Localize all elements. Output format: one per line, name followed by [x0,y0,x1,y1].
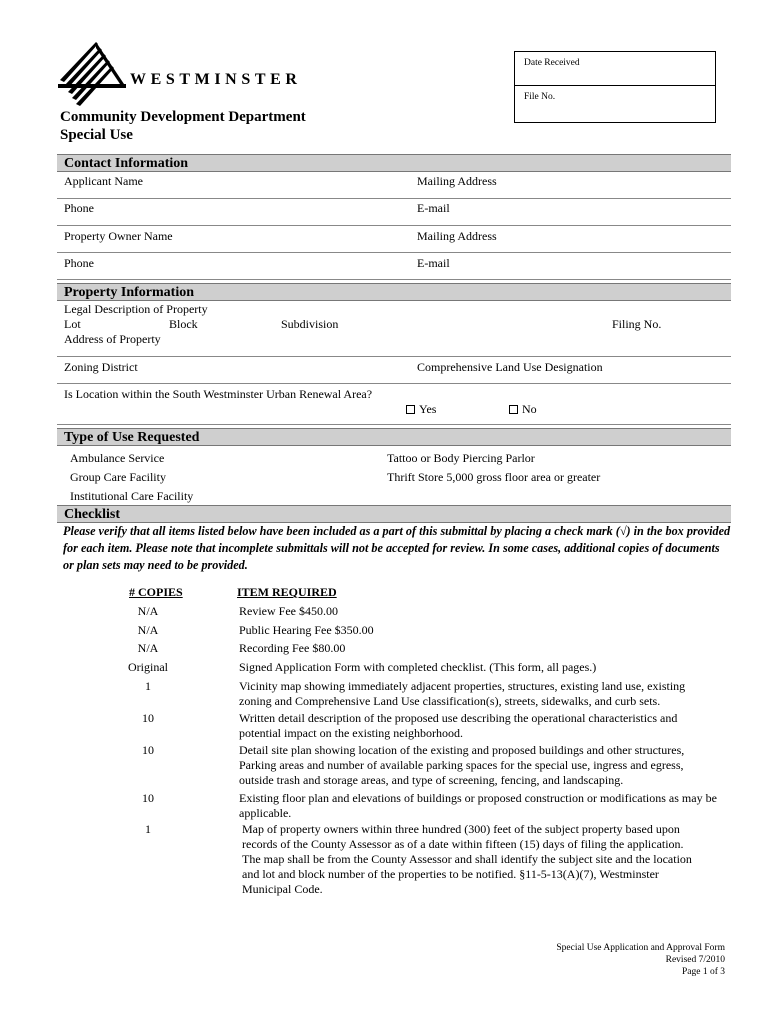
yes-option[interactable] [406,402,436,417]
phone-row-line-2[interactable] [57,279,731,280]
block-label: Block [169,317,198,331]
checklist-instructions: Please verify that all items listed below have been included as a part of this submittal by placing a check mark (√) in the box provided for each item. Please note that incomplete submittals will not be accepted for review. In some cases, additional copies of documents or plan sets may need to be provided. [63,524,731,572]
date-received-field[interactable] [515,52,715,86]
use-option-label: Ambulance Service [70,451,165,465]
item-description: Public Hearing Fee $350.00 [239,623,374,637]
copies-value: 10 [142,791,154,805]
item-description: Existing floor plan and elevations of buildings or proposed construction or modifications as may be applicable. [239,791,717,820]
contact-section-heading: Contact Information [57,154,731,172]
use-option-institutional-care[interactable] [67,489,193,504]
no-option[interactable] [509,402,537,417]
no-checkbox[interactable] [509,405,518,414]
item-column-header: ITEM REQUIRED [237,585,337,599]
date-received-label: Date Received [524,58,580,68]
file-no-label: File No. [524,92,556,102]
page-footer [556,942,725,978]
no-label: No [522,402,537,416]
department-title [60,108,306,144]
item-description: Recording Fee $80.00 [239,641,346,655]
footer-revised: Revised 7/2010 [665,955,725,965]
form-title: Special Use [60,127,133,143]
phone-row-line-1[interactable] [57,225,731,226]
copies-value: 10 [142,743,154,757]
phone-label-1: Phone [64,201,94,215]
copies-value: N/A [137,641,159,655]
use-option-thrift-store[interactable] [384,470,600,485]
address-row-line[interactable] [57,356,731,357]
item-description: Signed Application Form with completed checklist. (This form, all pages.) [239,660,597,674]
property-owner-name-label: Property Owner Name [64,229,173,243]
footer-form-name: Special Use Application and Approval Form [556,943,725,953]
filing-no-label: Filing No. [612,317,662,331]
urban-renewal-question: Is Location within the South Westminster Urban Renewal Area? [64,387,373,401]
yes-label: Yes [419,402,437,416]
copies-value: N/A [137,604,159,618]
use-option-group-care[interactable] [67,470,166,485]
property-section-heading: Property Information [57,283,731,301]
mailing-address-label-1: Mailing Address [417,174,497,188]
copies-column-header: # COPIES [129,585,183,599]
use-option-label: Tattoo or Body Piercing Parlor [387,451,535,465]
use-option-label: Group Care Facility [70,470,166,484]
zoning-row-line[interactable] [57,383,731,384]
copies-value: 1 [145,822,151,836]
email-label-2: E-mail [417,256,450,270]
item-description: Review Fee $450.00 [239,604,338,618]
legal-description-label: Legal Description of Property [64,302,208,316]
yes-checkbox[interactable] [406,405,415,414]
westminster-logo [56,40,128,108]
use-option-label: Thrift Store 5,000 gross floor area or greater [387,470,601,484]
mailing-address-label-2: Mailing Address [417,229,497,243]
zoning-district-label: Zoning District [64,360,138,374]
use-option-tattoo[interactable] [384,451,535,466]
subdivision-label: Subdivision [281,317,339,331]
email-label-1: E-mail [417,201,450,215]
urban-renewal-row-line [57,424,731,425]
copies-value: N/A [137,623,159,637]
department-name: Community Development Department [60,109,306,125]
brand-name: WESTMINSTER [130,71,302,88]
land-use-designation-label: Comprehensive Land Use Designation [417,360,603,374]
footer-page-number: Page 1 of 3 [681,967,725,977]
use-option-ambulance[interactable] [67,451,164,466]
owner-row-line[interactable] [57,252,731,253]
phone-label-2: Phone [64,256,94,270]
file-no-field[interactable] [515,86,715,120]
office-use-box [514,51,716,123]
checklist-section-heading: Checklist [57,505,731,523]
item-description: Vicinity map showing immediately adjacent properties, structures, existing land use, existing zoning and Comprehensive Land Use classification(s), streets, sidewalks, and curb sets. [239,679,686,708]
copies-value: 1 [145,679,151,693]
copies-value: 10 [142,711,154,725]
item-description: Detail site plan showing location of the existing and proposed buildings and other structures, Parking areas and number of available parking spaces for the special use, ingress and egress, outside trash and storage areas, and type of screening, fencing, and landscaping. [239,743,685,787]
applicant-name-label: Applicant Name [64,174,143,188]
item-description: Written detail description of the proposed use describing the operational characteristics and potential impact on the existing neighborhood. [239,711,678,740]
address-of-property-label: Address of Property [64,332,161,346]
item-description: Map of property owners within three hundred (300) feet of the subject property based upon records of the County Assessor as of a date within fifteen (15) days of filing the application. The map shall be from the County Assessor and shall identify the subject site and the location and lot and block number of the properties to be notified. §11-5-13(A)(7), Westminster Municipal Code. [242,822,692,896]
use-option-label: Institutional Care Facility [70,489,194,503]
lot-label: Lot [64,317,81,331]
applicant-row-line[interactable] [57,198,731,199]
copies-value: Original [128,660,168,674]
use-type-section-heading: Type of Use Requested [57,428,731,446]
